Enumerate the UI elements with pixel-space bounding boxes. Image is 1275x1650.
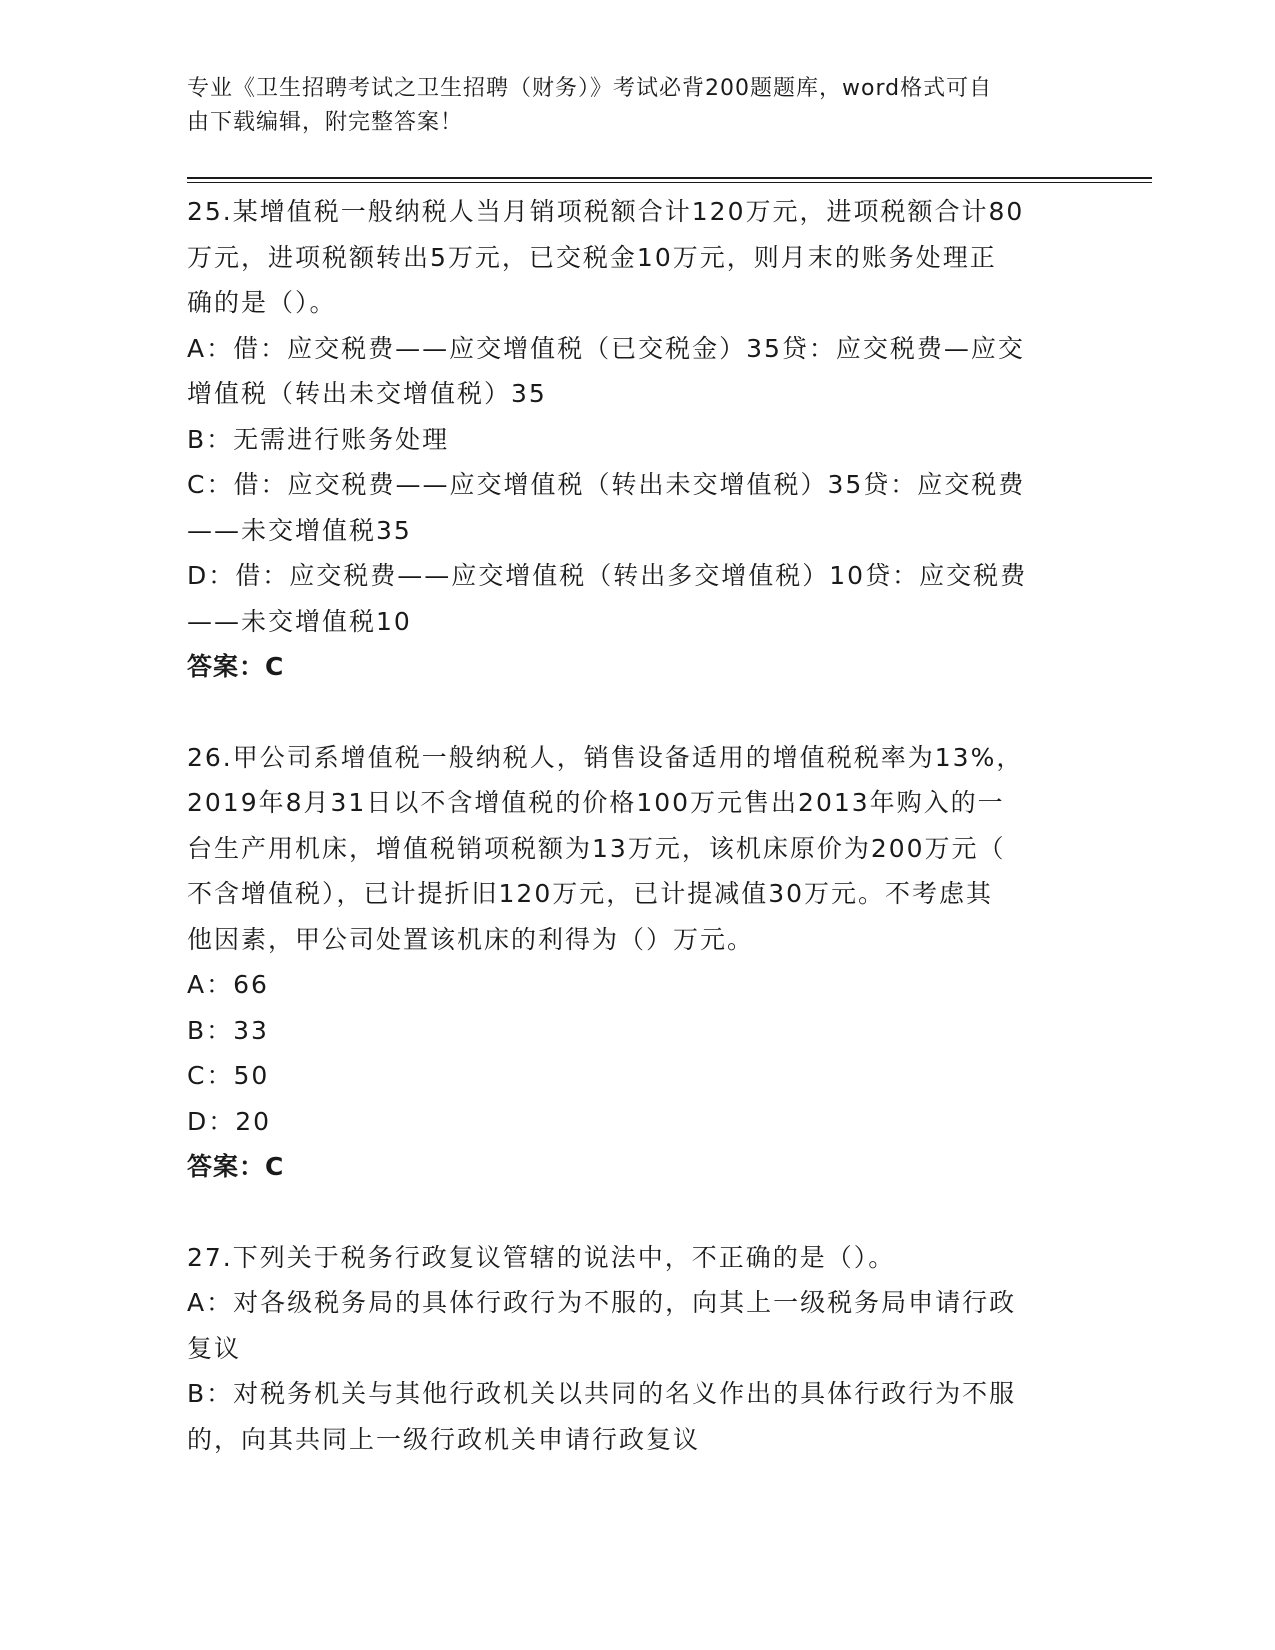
- option-a: 复议: [187, 1333, 242, 1363]
- option-d: D：借：应交税费——应交增值税（转出多交增值税）10贷：应交税费: [187, 561, 1028, 590]
- question-text: 27.下列关于税务行政复议管辖的说法中，不正确的是（）。: [187, 1242, 896, 1272]
- option-b: 的，向其共同上一级行政机关申请行政复议: [187, 1424, 701, 1454]
- option-d: D：20: [187, 1106, 272, 1136]
- question-27: [187, 1235, 1087, 1463]
- question-list: [187, 189, 1087, 1462]
- answer: 答案：C: [187, 1152, 285, 1181]
- question-25: [187, 189, 1087, 690]
- option-b: B：对税务机关与其他行政机关以共同的名义作出的具体行政行为不服: [187, 1379, 1017, 1408]
- option-b: B：无需进行账务处理: [187, 424, 450, 454]
- question-text: 万元，进项税额转出5万元，已交税金10万元，则月末的账务处理正: [187, 242, 997, 272]
- question-text: 他因素，甲公司处置该机床的利得为（）万元。: [187, 924, 755, 954]
- option-a: A：对各级税务局的具体行政行为不服的，向其上一级税务局申请行政: [187, 1288, 1017, 1317]
- option-d: ——未交增值税10: [187, 606, 412, 636]
- header-divider-thin: [187, 182, 1152, 183]
- question-26: [187, 735, 1087, 1190]
- option-c: ——未交增值税35: [187, 515, 412, 545]
- question-text: 台生产用机床，增值税销项税额为13万元，该机床原价为200万元（: [187, 833, 1006, 863]
- question-text: 确的是（）。: [187, 288, 337, 317]
- header-line: 专业《卫生招聘考试之卫生招聘（财务）》考试必背200题题库，word格式可自: [187, 76, 993, 101]
- option-b: B：33: [187, 1015, 269, 1045]
- header-line: 由下载编辑，附完整答案！: [187, 110, 464, 135]
- question-spacer: [187, 1190, 1087, 1235]
- answer: 答案：C: [187, 652, 285, 681]
- question-text: 不含增值税），已计提折旧120万元，已计提减值30万元。不考虑其: [187, 879, 994, 908]
- option-a: 增值税（转出未交增值税）35: [187, 379, 547, 408]
- document-header: [187, 72, 1067, 140]
- question-spacer: [187, 690, 1087, 735]
- header-divider: [187, 177, 1152, 179]
- option-c: C：借：应交税费——应交增值税（转出未交增值税）35贷：应交税费: [187, 470, 1026, 499]
- option-a: A：66: [187, 970, 269, 999]
- option-a: A：借：应交税费——应交增值税（已交税金）35贷：应交税费—应交: [187, 333, 1025, 363]
- question-text: 26.甲公司系增值税一般纳税人，销售设备适用的增值税税率为13%，: [187, 742, 1024, 772]
- question-text: 25.某增值税一般纳税人当月销项税额合计120万元，进项税额合计80: [187, 197, 1025, 226]
- question-text: 2019年8月31日以不含增值税的价格100万元售出2013年购入的一: [187, 788, 1005, 817]
- option-c: C：50: [187, 1061, 270, 1090]
